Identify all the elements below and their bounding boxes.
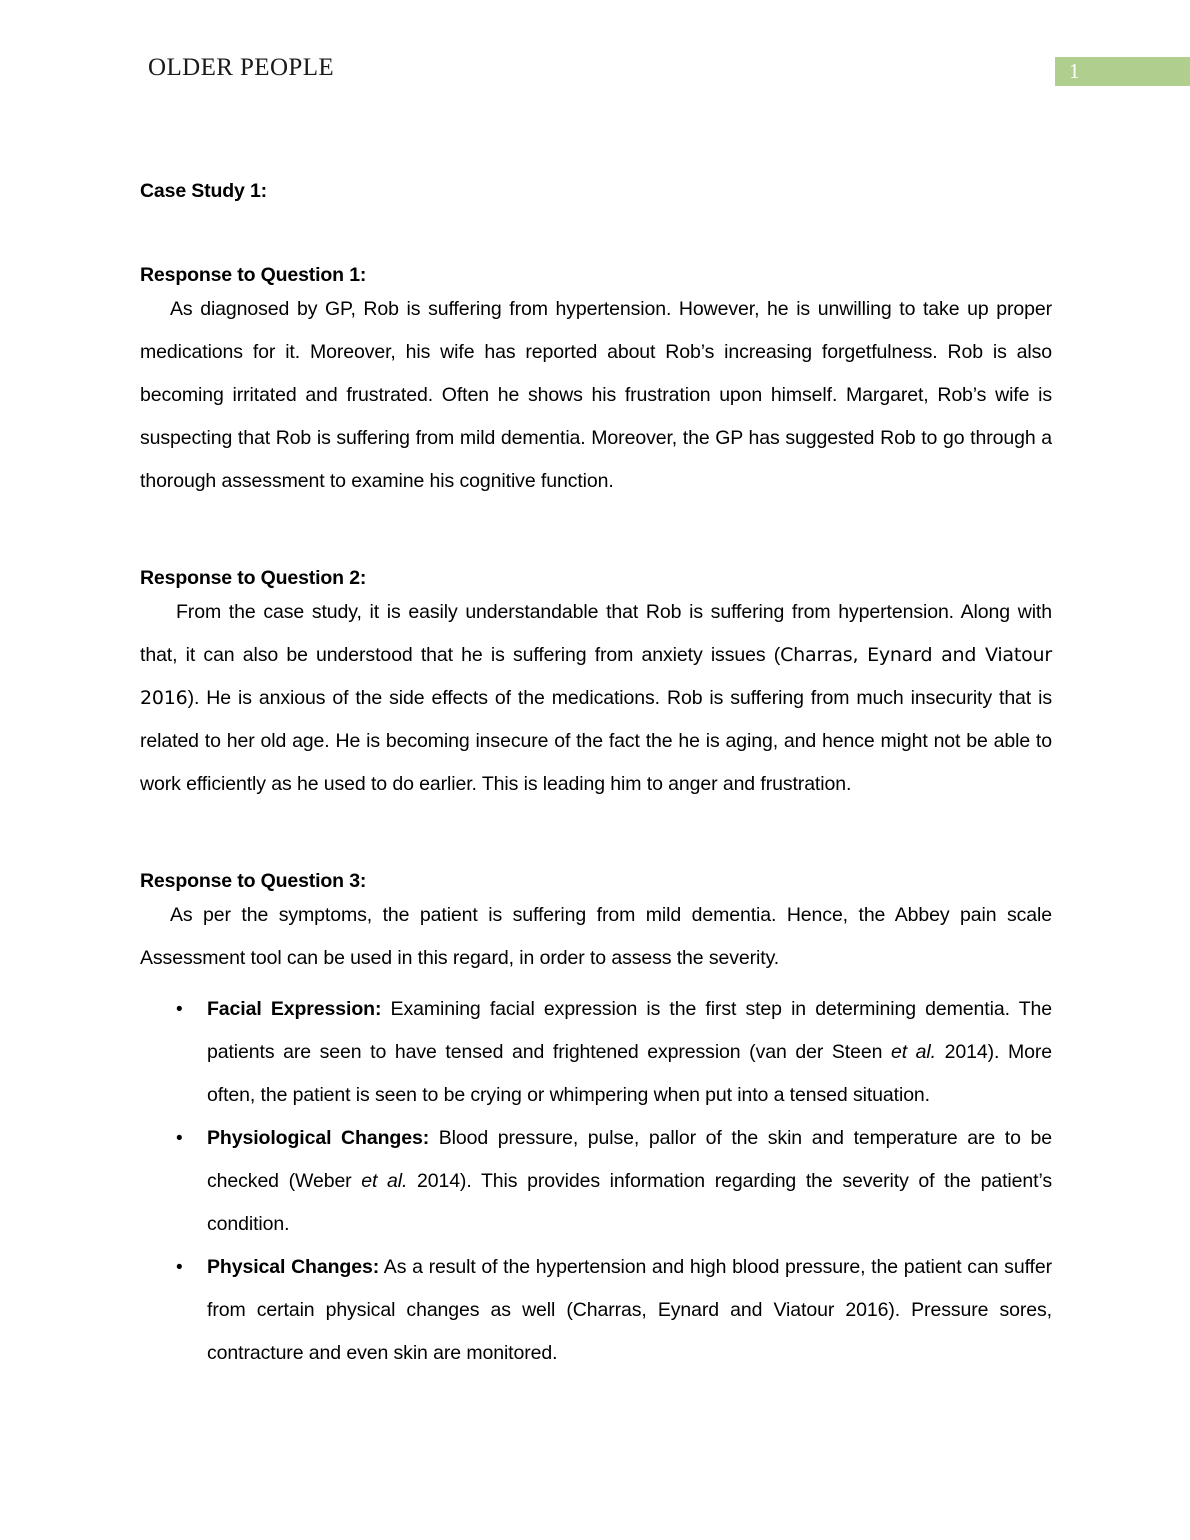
bullet-point-icon: • [176,1257,183,1278]
page-number: 1 [1069,59,1080,83]
list-item [140,988,1052,1117]
list-item-body [207,1246,1052,1375]
list-item-body [207,988,1052,1117]
list-item-body [207,1117,1052,1246]
page-number-highlight-box [1055,57,1190,86]
list-item-text-before-italic: As a result of the hypertension and high blood pressure, the patient can suffer from certain physical changes as well (Charras, Eynard and Viatour 2016). Pressure sores, contracture and even skin are monitored. [207,1256,1052,1364]
spacer [140,806,1052,868]
list-item-term: Physiological Changes: [207,1127,430,1149]
list-item-term: Facial Expression: [207,998,382,1020]
list-item [140,1117,1052,1246]
list-item-text-after-italic: 2014). This provides information regarding the severity of the patient’s condition. [207,1170,1052,1235]
response-question-1-heading: Response to Question 1: [140,264,367,286]
bullet-point-icon: • [176,999,183,1020]
document-header [0,52,1190,92]
list-item-term: Physical Changes: [207,1256,380,1278]
spacer [140,503,1052,565]
rq2-text-part-1: From the case study, it is easily understandable that Rob is suffering from hypertension. Along with that, it can also be understood that he is suffering from anxiety issues ( [140,601,1052,666]
list-item-italic-citation: et al. [890,1041,936,1063]
list-item-italic-citation: et al. [361,1170,408,1192]
spacer [140,204,1052,262]
list-item-text-before-italic: Examining facial expression is the first step in determining dementia. The patients are seen to have tensed and frightened expression (van der Steen [207,998,1053,1063]
rq2-text-part-2: ). He is anxious of the side effects of the medications. Rob is suffering from much insecurity that is related to her old age. He is becoming insecure of the fact the he is aging, and hence might not be able to work efficiently as he used to do earlier. This is leading him to anger and frustration. [140,687,1052,795]
response-question-2-paragraph [140,591,1052,806]
response-question-3-heading: Response to Question 3: [140,870,367,892]
response-question-3-paragraph: As per the symptoms, the patient is suffering from mild dementia. Hence, the Abbey pain scale Assessment tool can be used in this regard, in order to assess the severity. [140,904,1052,969]
list-item-text-after-italic: 2014). More often, the patient is seen to be crying or whimpering when put into a tensed situation. [207,1041,1052,1106]
running-head-title: OLDER PEOPLE [148,54,335,81]
rq2-citation: Charras, Eynard and Viatour 2016 [140,644,1052,709]
list-item-text-before-italic: Blood pressure, pulse, pallor of the skin and temperature are to be checked (Weber [207,1127,1052,1192]
list-item [140,1246,1052,1375]
response-question-1-paragraph: As diagnosed by GP, Rob is suffering from hypertension. However, he is unwilling to take up proper medications for it. Moreover, his wife has reported about Rob’s increasing forgetfulness. Rob is also becoming irritated and frustrated. Often he shows his frustration upon himself. Margaret, Rob’s wife is suspecting that Rob is suffering from mild dementia. Moreover, the GP has suggested Rob to go through a thorough assessment to examine his cognitive function. [140,298,1052,492]
bullet-point-icon: • [176,1128,183,1149]
assessment-bullet-list [140,988,1052,1375]
case-study-heading: Case Study 1: [140,180,268,202]
document-body [140,178,1052,1375]
response-question-2-heading: Response to Question 2: [140,567,367,589]
